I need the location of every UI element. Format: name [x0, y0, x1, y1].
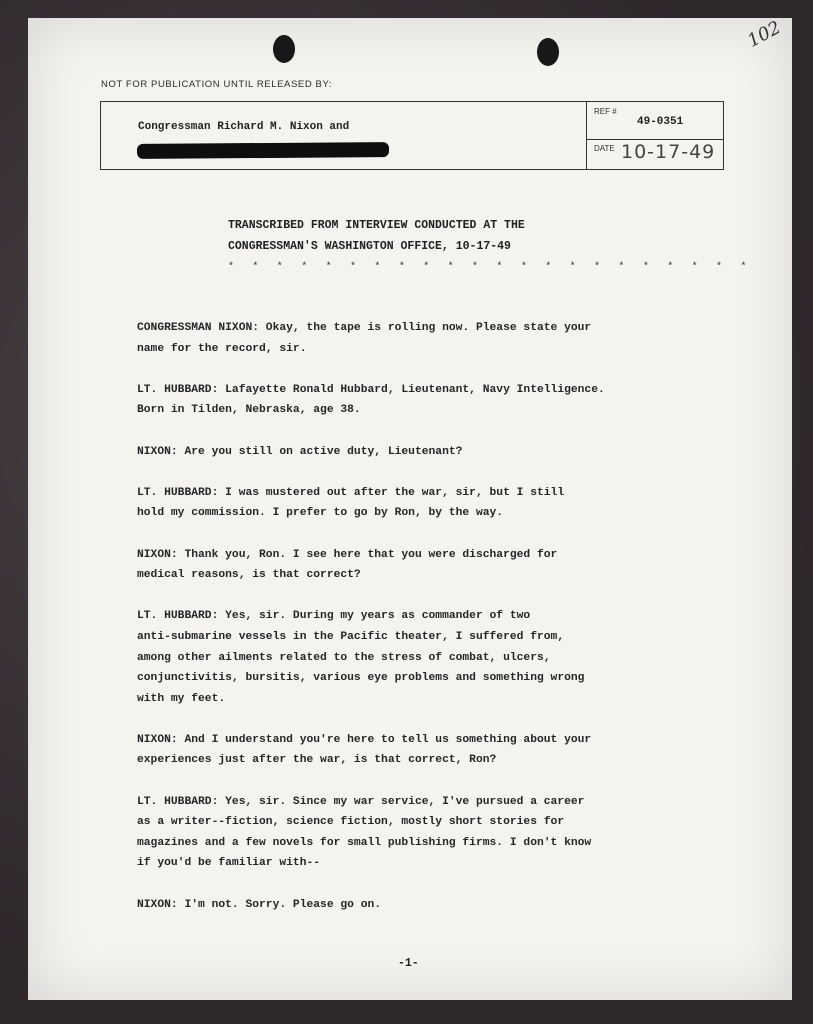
ref-label: REF #	[594, 107, 617, 116]
transcript-paragraph: LT. HUBBARD: I was mustered out after the war, sir, but I still hold my commission. I prefer to go by Ron, by the way.	[137, 486, 565, 520]
transcript-paragraph: NIXON: Thank you, Ron. I see here that you were discharged for medical reasons, is that correct?	[137, 548, 558, 582]
document-title	[228, 215, 525, 257]
transcript-paragraph: LT. HUBBARD: Yes, sir. During my years as commander of two anti-submarine vessels in the Pacific theater, I suffered from, among other ailments related to the stress of combat, ulcers, conjunctivitis, bursitis, various eye problems and something wrong with my feet.	[137, 610, 585, 705]
header-parties-cell	[101, 102, 587, 169]
date-label: DATE	[594, 144, 615, 153]
ref-cell	[587, 102, 724, 140]
date-value-handwritten: 10-17-49	[621, 141, 716, 163]
title-separator: * * * * * * * * * * * * * * * * * * * * * *	[228, 262, 753, 273]
transcript-body	[137, 318, 727, 936]
transcript-paragraph: LT. HUBBARD: Yes, sir. Since my war service, I've pursued a career as a writer--fiction, science fiction, mostly short stories for magazines and a few novels for small publishing firms. I don't know if you'd be familiar with--	[137, 795, 592, 870]
release-notice: NOT FOR PUBLICATION UNTIL RELEASED BY:	[101, 79, 333, 90]
transcript-paragraph: LT. HUBBARD: Lafayette Ronald Hubbard, Lieutenant, Navy Intelligence. Born in Tilden, Nebraska, age 38.	[137, 383, 605, 417]
punch-hole	[537, 38, 559, 66]
transcript-paragraph: NIXON: I'm not. Sorry. Please go on.	[137, 898, 382, 911]
title-line-2: CONGRESSMAN'S WASHINGTON OFFICE, 10-17-49	[228, 240, 511, 253]
page-number: -1-	[398, 957, 419, 970]
title-line-1: TRANSCRIBED FROM INTERVIEW CONDUCTED AT THE	[228, 219, 525, 232]
transcript-paragraph: NIXON: Are you still on active duty, Lieutenant?	[137, 445, 463, 458]
transcript-paragraph: NIXON: And I understand you're here to tell us something about your experiences just after the war, is that correct, Ron?	[137, 733, 592, 767]
handwritten-page-mark: 102	[744, 17, 785, 52]
redaction-bar	[137, 142, 389, 159]
transcript-paragraph: CONGRESSMAN NIXON: Okay, the tape is rolling now. Please state your name for the record, sir.	[137, 322, 592, 355]
ref-value: 49-0351	[637, 116, 684, 128]
punch-hole	[273, 35, 295, 63]
parties-text: Congressman Richard M. Nixon and	[138, 121, 350, 133]
header-box	[100, 101, 724, 170]
date-cell	[587, 139, 724, 169]
